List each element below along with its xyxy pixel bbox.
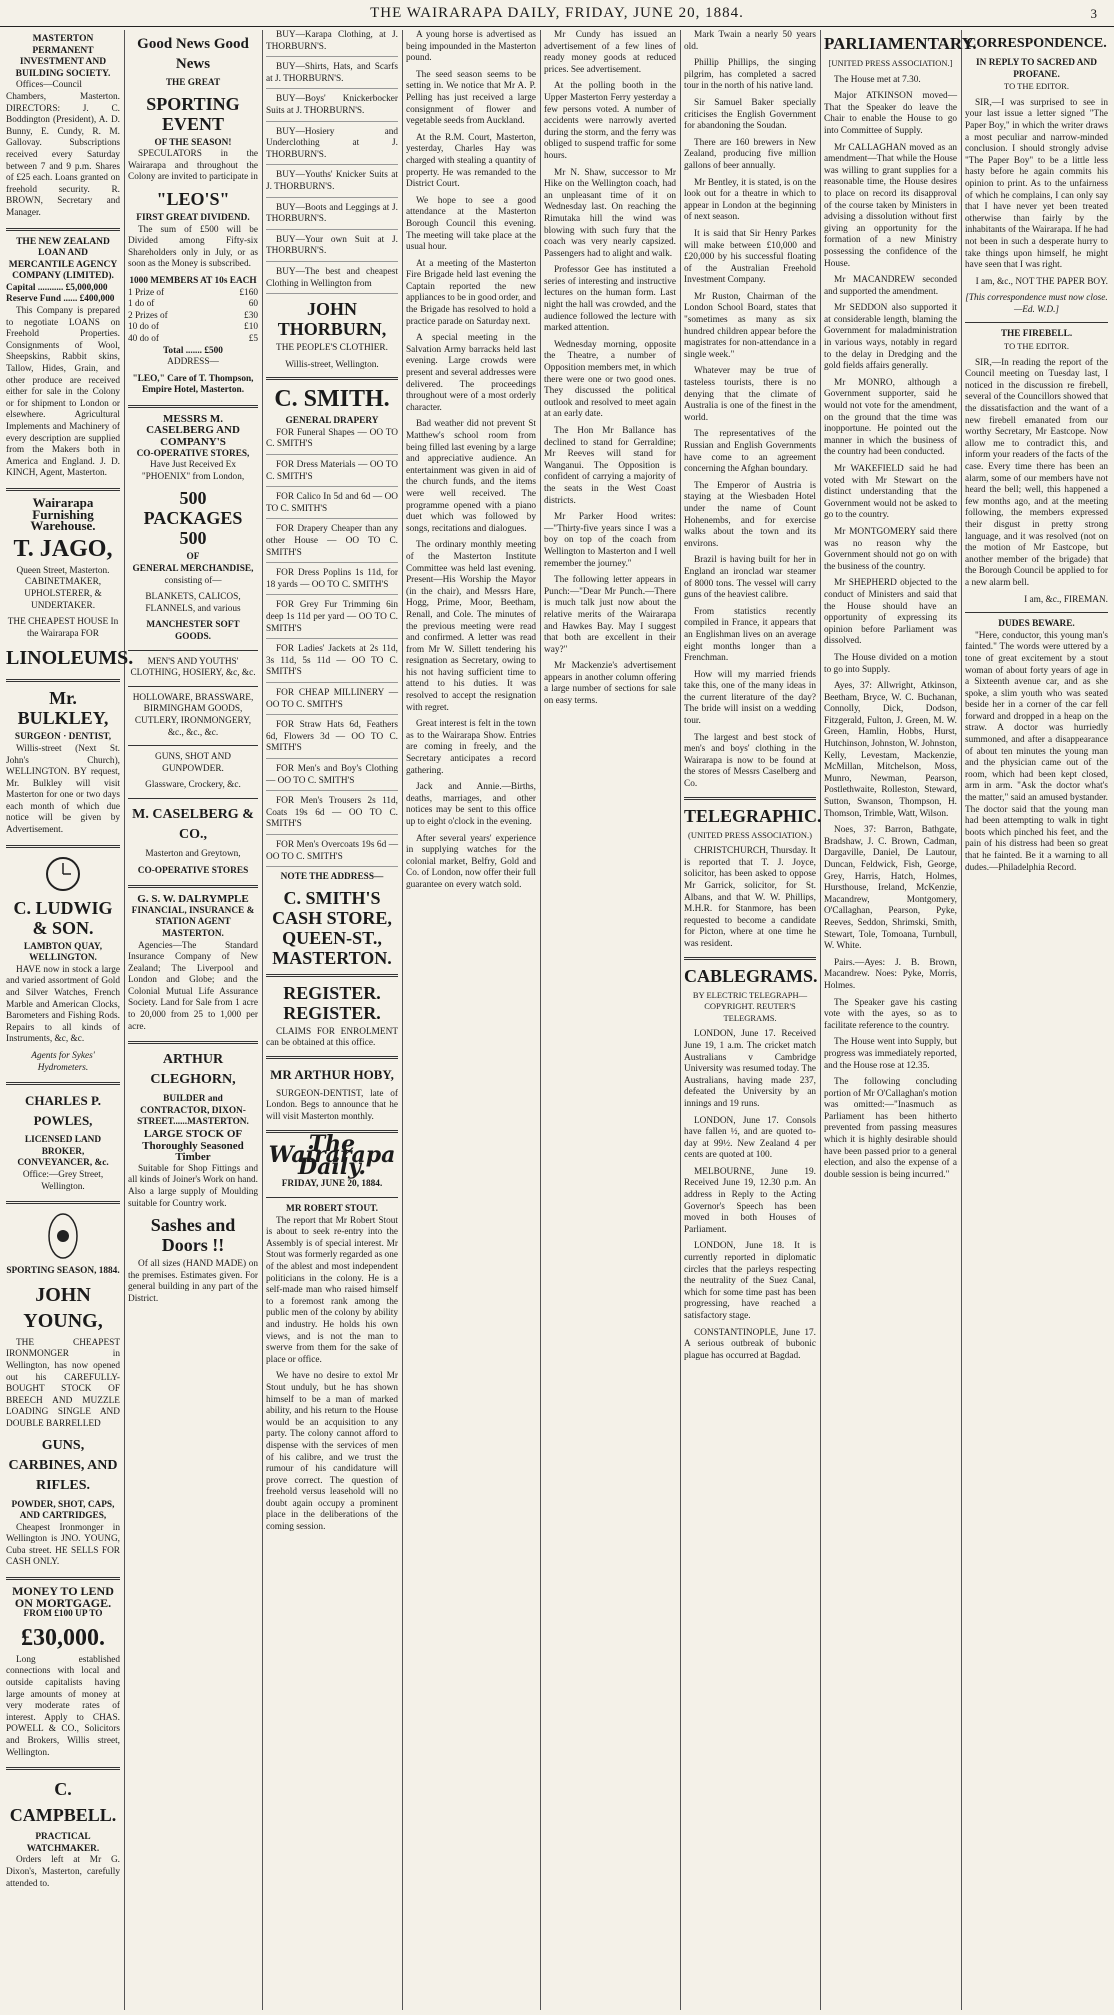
news-item: At the polling booth in the Upper Masterton Ferry yesterday a few persons voted. A number of accidents were narrowly averted during the storm, and the ferry was obliged to suspend traffic for some hours.: [544, 81, 676, 161]
ad-total: Total ....... £500: [163, 345, 223, 356]
prize-row: [128, 288, 258, 300]
news-item: Phillip Phillips, the singing pilgrim, has completed a sacred tour in the north of his native land.: [684, 58, 816, 92]
news-item: From statistics recently compiled in France, it appears that an Englishman lives on an average eight months longer than a Frenchman.: [684, 606, 816, 664]
news-item: Professor Gee has instituted a series of interesting and instructive lectures on the human form. Last night the hall was crowded, and the audience followed the lecture with marked attention.: [544, 265, 676, 334]
ad-hollowware: HOLLOWARE, BRASSWARE, BIRMINGHAM GOODS, CUTLERY, IRONMONGERY, &c., &c., &c.: [132, 692, 254, 738]
ad-title: Wairarapa Furnishing Warehouse.: [30, 494, 96, 534]
prize-amount: £160: [239, 287, 258, 298]
smith-ad-item: FOR Drapery Cheaper than any other House — OO TO C. SMITH'S: [266, 524, 398, 563]
ad-packages: 500 PACKAGES 500: [143, 488, 243, 549]
ad-end: Of all sizes (HAND MADE) on the premises. Estimates given. For general building in any part of the District.: [128, 1259, 258, 1304]
parl-item: Mr CALLAGHAN moved as an amendment—That while the House was willing to grant supplies for a reasonable time, the House desires to place on record its disapproval of the course taken by Ministers in advising a dissolution without first giving an opportunity for the formation of a new Ministry possessing the confidence of the House.: [824, 142, 957, 269]
ad-address: "LEO," Care of T. Thompson, Empire Hotel, Masterton.: [132, 373, 254, 396]
smith-ad-item: FOR Straw Hats 6d, Feathers 6d, Flowers 3d — OO TO C. SMITH'S: [266, 720, 398, 759]
news-item: We hope to see a good attendance at the Masterton Borough Council this evening. The meeting will take place at the usual hour.: [406, 195, 536, 253]
news-item: At a meeting of the Masterton Fire Brigade held last evening the Captain reported the new appliances to be in good order, and the Brigade has resolved to hold a practice parade on Saturday next.: [406, 258, 537, 327]
thorburn-ad-list: [266, 30, 398, 294]
ad-body: SPECULATORS in the Wairarapa and throughout the Colony are invited to participate in: [128, 149, 258, 183]
ad-address: LAMBTON QUAY, WELLINGTON.: [23, 941, 103, 964]
ad-body: Queen Street, Masterton. CABINETMAKER, UPHOLSTERER, & UNDERTAKER.: [16, 565, 110, 611]
thorburn-ad-item: BUY—Hosiery and Underclothing at J. THORBURN'S.: [266, 127, 398, 166]
watch-icon: [43, 854, 83, 894]
ad-body: Offices—Council Chambers, Masterton. DIRECTORS: J. C. Boddington (President), A. D. Bunny, E. Cundy, R. M. Gallovay. Subscriptions received every Saturday between 7 and 9 p.m. Shares of £25 each. Loans granted on freehold security. R. BROWN, Secretary and Manager.: [6, 80, 120, 218]
ad-body: Office:—Grey Street, Wellington.: [22, 1169, 104, 1192]
parl-item: Mr MONRO, although a Government supporter, said he would not vote for the amendment, on the ground that the time was inopportune. He pointed out the manner in which the business of the country had been conducted.: [824, 377, 957, 458]
smith-ad-item: FOR Dress Materials — OO TO C. SMITH'S: [266, 460, 398, 487]
parl-item: The House met at 7.30.: [834, 74, 921, 85]
ad-powles: [6, 1091, 120, 1193]
news-item: The representatives of the Russian and English Governments have come to an agreement concerning the Afghan boundary.: [684, 429, 816, 475]
ad-bulkley: [6, 688, 120, 836]
news-item: Sir Samuel Baker specially criticises the English Government for abandoning the Soudan.: [684, 97, 816, 132]
smith-ad-item: FOR Ladies' Jackets at 2s 11d, 3s 11d, 5s 11d — OO TO C. SMITH'S: [266, 644, 398, 683]
thorburn-ad-item: BUY—Karapa Clothing, at J. THORBURN'S.: [266, 30, 398, 57]
ad-cleghorn: [128, 1050, 258, 1305]
parl-item: Mr WAKEFIELD said he had voted with Mr Stewart on the distinct understanding that the Government would not be asked to go to the country.: [824, 464, 957, 521]
news-item: How will my married friends take this, one of the many ideas in the current literature of the day? The bride will insist on a wedding tour.: [684, 669, 816, 727]
column-rule: [820, 30, 821, 2010]
cables-title: CABLEGRAMS.: [684, 965, 818, 986]
parl-noes: Noes, 37: Barron, Bathgate, Bradshaw, J. C. Brown, Cadman, Dargaville, Daniel, De Lautour, Duncan, Feldwick, Fish, George, Grey, Harris, Hatch, Holmes, Hursthouse, Ireland, McKenzie, Macandrew, Montgomery, O'Callaghan, Pearson, Pyke, Reeves, Seddon, Shrimski, Smith, Stewart, Tole, Tomoana, Turnbull, W. White.: [824, 825, 957, 952]
ad-season: SPORTING SEASON, 1884.: [6, 1266, 120, 1277]
ad-stock: LARGE STOCK OF Thoroughly Seasoned Timber: [142, 1128, 244, 1164]
cable-item: LONDON, June 18. It is currently reported in diplomatic circles that the parleys respecting the neutrality of the Suez Canal, which for some time past has been progressing, have reached a satisfactory stage.: [684, 1241, 816, 1321]
ad-consisting: consisting of—: [164, 575, 222, 586]
ad-sashes: Sashes and Doors !!: [150, 1215, 236, 1256]
ad-name: G. S. W. DALRYMPLE: [137, 893, 249, 906]
prize-label: 2 Prizes of: [128, 310, 168, 321]
smith-address: C. SMITH'S CASH STORE, QUEEN-ST., MASTERTON.: [272, 887, 392, 968]
smith-ad-item: FOR Men's Overcoats 19s 6d — OO TO C. SMITH'S: [266, 840, 398, 867]
thorburn-ad-item: BUY—Your own Suit at J. THORBURN'S.: [266, 235, 398, 262]
ad-building-society: [6, 34, 120, 220]
news-item: Mr Parker Hood writes:—"Thirty-five years since I was a boy on top of the coach from Wellington to Masterton and I well remember the journey.": [544, 512, 676, 569]
ad-manchester: MANCHESTER SOFT GOODS.: [146, 620, 240, 642]
smith-ad-item: FOR Calico In 5d and 6d — OO TO C. SMITH'S: [266, 492, 398, 519]
column-6: [684, 30, 822, 2010]
column-rule: [680, 30, 681, 2010]
article-body: The report that Mr Robert Stout is about to seek re-entry into the Assembly is of special interest. Mr Stout was formerly regarded as one of the ablest and most independent politicians in the colony. He is a self-made man who raised himself to a foremost rank among the public men of the colony by ability and industry. He holds his own views, and is not the man to swerve from them for the sake of place or office.: [266, 1215, 398, 1365]
ad-shares: The sum of £500 will be Divided among Fifty-six Shareholders only in July, or as soon as the Money is subscribed.: [128, 224, 258, 270]
ad-title: FINANCIAL, INSURANCE & STATION AGENT MASTERTON.: [131, 905, 255, 939]
ad-cheapest: THE CHEAPEST HOUSE In the Wairarapa FOR: [7, 617, 119, 639]
telegraphic-body: CHRISTCHURCH, Thursday. It is reported that T. J. Joyce, solicitor, has been asked to oppose Mr Garrick, solicitor, for St. Albans, and that W. W. Phillips, M.H.R. for Stanmore, has been requested to become a candidate for Picton, where at one time he was resident.: [684, 846, 816, 949]
ad-body: HAVE now in stock a large and varied assortment of Gold and Silver Watches, French Marble and American Clocks, Barometers and Fishing Rods. Repairs to all kinds of Instruments, &c, &c.: [6, 964, 120, 1045]
letter-to: TO THE EDITOR.: [1004, 81, 1069, 92]
ad-title: THE NEW ZEALAND LOAN AND MERCANTILE AGENCY COMPANY (LIMITED).: [8, 236, 118, 282]
news-item: Bad weather did not prevent St Matthew's school room from being filled last evening by a large and appreciative audience. An entertainment was given in aid of the church funds, and the items were well received. The programme opened with a piano duet which was followed by songs, recitations and dialogues.: [406, 419, 536, 534]
ad-name: M. CASELBERG & CO.,: [132, 806, 254, 842]
letter-signature: I am, &c., FIREMAN.: [1024, 594, 1108, 605]
news-item: The Emperor of Austria is staying at the Wiesbaden Hotel under the name of Count Hohenembs, and for exercise walks about the town and its environs.: [684, 480, 816, 549]
prize-list: [128, 288, 258, 346]
capital-line: Capital ........... £5,000,000: [6, 282, 108, 293]
column-1: [6, 30, 134, 2010]
smith-ad-item: FOR Men's Trousers 2s 11d, Coats 19s 6d — OO TO C. SMITH'S: [266, 796, 398, 835]
ad-campbell: [6, 1776, 120, 1890]
column-rule: [402, 30, 403, 2010]
smith-ad-item: FOR Dress Poplins 1s 11d, for 18 yards — OO TO C. SMITH'S: [266, 568, 398, 595]
news-item: Whatever may be true of tasteless tourists, there is no denying that the climate of Australia is one of the finest in the world.: [684, 366, 816, 423]
ad-intro: Good News Good News: [137, 36, 249, 72]
parl-item: The House divided on a motion to go into Supply.: [824, 652, 957, 675]
parl-ayes: Ayes, 37: Allwright, Atkinson, Beetham, Bryce, W. C. Buchanan, Connolly, Dick, Dodson, Fitzgerald, Fulton, J. Green, M. W. Green, Hamlin, Hobbs, Hurst, Hutchinson, Johnston, W. Johnston, Kelly, Levestam, Mackenzie, McMillan, Mitchelson, Moss, Munro, Newman, Pearson, Postlethwaite, Rolleston, Steward, Sutton, Swanson, Thompson, H. Thomson, Trimble, Watt, Wilson.: [824, 681, 958, 819]
prize-label: 40 do of: [128, 333, 159, 344]
article-title: DUDES BEWARE.: [998, 619, 1075, 630]
parl-item: Major ATKINSON moved—That the Speaker do leave the Chair to enable the House to go into Committee of Supply.: [824, 91, 957, 136]
ad-name: C. CAMPBELL.: [9, 1779, 117, 1826]
parliamentary-title: PARLIAMENTARY.: [824, 34, 977, 53]
ad-loan-agency: [6, 237, 120, 480]
news-item: The following letter appears in Punch:—"Dear Mr Punch.—There is much talk just now about the relative merits of the Wairarapa and Hawkes Bay. May I suggest that both are excellent in their way?": [544, 575, 676, 655]
news-item: Brazil is having built for her in England an ironclad war steamer of 8000 tons. The vessel will carry guns of the heaviest calibre.: [684, 555, 816, 601]
ad-body: Long established connections with local and outside capitalists having large amounts of money at very moderate rates of interest. Apply to CHAS. POWELL & CO., Solicitors and Brokers, Willis street, Wellington.: [6, 1654, 120, 1758]
paper-date: FRIDAY, JUNE 20, 1884.: [281, 1179, 383, 1190]
thorburn-ad-item: BUY—The best and cheapest Clothing in Wellington from: [266, 267, 398, 294]
letter-signature: I am, &c., NOT THE PAPER BOY.: [975, 276, 1108, 287]
ad-clothing: MEN'S AND YOUTHS' CLOTHING, HOSIERY, &c, &c.: [130, 656, 256, 679]
prize-amount: £30: [244, 310, 258, 321]
ad-body: Agencies—The Standard Insurance Company of New Zealand; The Liverpool and London and Globe; and the Colonial Mutual Life Assurance Society. Land for Sale from 1 acre to 20,000 from 25 to 1,000 per acre.: [128, 940, 258, 1032]
ad-body: This Company is prepared to negotiate LOANS on Freehold Properties. Consignments of Wool, Sheepskins, Rabbit skins, Tallow, Hides, Grain, and other produce are received either for sale in the Colony or for shipment to London or elsewhere. Agricultural Implements and Machinery of every description are supplied from the Makers both in America and England. J. D. KINCH, Agent, Masterton.: [6, 306, 120, 479]
ad-body: THE CHEAPEST IRONMONGER in Wellington, has now opened out his CAREFULLY-BOUGHT STOCK OF BREECH AND MUZZLE LOADING SINGLE AND DOUBLE BARRELLED: [6, 1337, 120, 1429]
letter-body: SIR,—In reading the report of the Council meeting on Tuesday last, I noticed in the discussion re firebell, several of the Councillors showed that the dissatisfaction and the want of a new firebell emanated from our worthy Secretary, Mr Eastcope. Now allow me to contradict this, and inform your readers of the facts of the case. Every time there has been an alarm, some of our members have not heard the bell; well, this happened a few months ago, and at the meeting following, the members expressed their disgust in pretty strong language, and it was resolved (not on the motion of Mr Eastcope, but another member of the brigade) that the Borough Council be applied to for a new alarm bell.: [965, 357, 1108, 588]
news-item: At the R.M. Court, Masterton, yesterday, Charles Hay was charged with stealing a quantity of property. He was remanded to the District Court.: [406, 132, 536, 190]
parl-item: Mr SHEPHERD objected to the conduct of Ministers and said that the House should have an opportunity of expressing its opinion before Parliament was dissolved.: [824, 578, 957, 647]
thorburn-ad-item: BUY—Boots and Leggings at J. THORBURN'S.: [266, 203, 398, 230]
correspondence-title: CORRESPONDENCE.: [966, 36, 1107, 51]
cables-source: BY ELECTRIC TELEGRAPH—COPYRIGHT. REUTER'S TELEGRAMS.: [692, 989, 808, 1023]
news-item: Mr Ruston, Chairman of the London School Board, states that "sometimes as many as six hundred children appear before the magistrates for non-attendance in a single week.": [684, 291, 816, 360]
ad-body: Willis-street (Next St. John's Church), WELLINGTON. BY request, Mr. Bulkley will visit Masterton for one or two days each month of which due notice will be given by Advertisement.: [6, 743, 120, 836]
column-7: [824, 30, 977, 2010]
ad-title: BUILDER and CONTRACTOR, DIXON-STREET......MASTERTON.: [137, 1094, 249, 1128]
ad-name: Mr. BULKLEY,: [17, 688, 109, 729]
ad-name: T. JAGO,: [13, 535, 113, 562]
ad-name: JOHN YOUNG,: [23, 1283, 103, 1332]
news-item: The ordinary monthly meeting of the Masterton Institute Committee was held last evening. Present—His Worship the Mayor (in the chair), and Messrs Hare, Hogg, Prime, Moor, Beetham, Renall, and Cole. The minutes of the previous meeting were read and confirmed. A letter was read from Mr W. Sillett tendering his resignation as Secretary, owing to his not having sufficient time to attend to his duties. It was resolved to accept the resignation with regret.: [406, 540, 536, 713]
column-rule: [540, 30, 541, 2010]
thorburn-ad-item: BUY—Shirts, Hats, and Scarfs at J. THORBURN'S.: [266, 62, 398, 89]
news-item: The seed season seems to be setting in. We notice that Mr A. P. Pelling has just received a large consignment of flower and vegetable seeds from Auckland.: [406, 69, 536, 127]
news-item: Mr Bentley, it is stated, is on the look out for a theatre in which to appear in London at the beginning of next season.: [684, 177, 816, 223]
parl-pairs: Pairs.—Ayes: J. B. Brown, Macandrew. Noes: Pyke, Morris, Holmes.: [824, 957, 957, 991]
ad-agent: Agents for Sykes' Hydrometers.: [31, 1051, 95, 1073]
ad-powder: POWDER, SHOT, CAPS, AND CARTRIDGES,: [11, 1499, 115, 1522]
ad-name: CHARLES P. POWLES,: [24, 1093, 102, 1129]
smith-ad-item: FOR Funeral Shapes — OO TO C. SMITH'S: [266, 428, 398, 455]
telegraphic-source: (UNITED PRESS ASSOCIATION.): [688, 829, 812, 840]
ad-title: MESSRS M. CASELBERG AND COMPANY'S: [146, 412, 240, 449]
prize-row: [128, 299, 258, 311]
parl-item: Mr MACANDREW seconded and supported the amendment.: [824, 275, 957, 297]
ad-body: Orders left at Mr G. Dixon's, Masterton, carefully attended to.: [6, 1855, 120, 1889]
ad-dividend: FIRST GREAT DIVIDEND.: [136, 212, 250, 223]
editor-note: [This correspondence must now close.—Ed. W.D.]: [965, 293, 1108, 315]
smith-ad-item: FOR Grey Fur Trimming 6in deep 1s 11d per yard — OO TO C. SMITH'S: [266, 600, 398, 639]
smith-title: C. SMITH.: [274, 386, 390, 413]
news-item: After several years' experience in supplying watches for the colonial market, Belfry, Gold and Co. of London, now offer their full guarantee on every watch sold.: [406, 833, 536, 890]
prize-row: [128, 334, 258, 346]
ad-great: THE GREAT: [165, 78, 221, 88]
cable-item: LONDON, June 17. Consols have fallen ½, and are quoted to-day at 99½. New Zealand 4 per cents are quoted at 100.: [684, 1115, 816, 1161]
ad-name: ARTHUR CLEGHORN,: [150, 1052, 236, 1088]
parliamentary-source: [UNITED PRESS ASSOCIATION.]: [828, 58, 953, 68]
ad-sub2: Masterton and Greytown,: [145, 848, 241, 859]
ad-total: £30,000.: [21, 1624, 105, 1651]
ad-sub: THE PEOPLE'S CLOTHIER.: [276, 343, 388, 354]
cable-item: LONDON, June 17. Received June 19, 1 a.m. The cricket match Australians v Cambridge University was resumed today. The Australians, having made 237, defeated the University by an innings and 19 runs.: [684, 1029, 816, 1109]
ad-ludwig: [6, 854, 120, 1075]
masthead: [0, 0, 1114, 27]
ad-dalrymple: [128, 894, 258, 1033]
ad-title: MONEY TO LEND ON MORTGAGE.: [12, 1584, 114, 1610]
ad-goods: BLANKETS, CALICOS, FLANNELS, and various: [145, 592, 241, 614]
article-body: "Here, conductor, this young man's fainted." The words were uttered by a tone of great excitement by a stout woman of about forty years of age in a Sixteenth avenue car, and as she spoke, a slim youth who was seated beside her in a corner of the car fell forward and dropped in a heap on the straw. A doctor was hurriedly summoned, and after a disappearance of about ten minutes the young man and the physician came out of the room, which had been kept closed, arm in arm. "Ask the doctor what's the matter," said an amused bystander. The doctor said that the young man had been attempting to walk in tight boots which pinched his feet, and the pain of his distress had been so great that he fainted. Be it a warning to all dudes.—Philadelphia Record.: [965, 630, 1108, 873]
letter-heading: IN REPLY TO SACRED AND PROFANE.: [976, 58, 1097, 80]
ad-young: [6, 1210, 120, 1569]
prize-label: 1 do of: [128, 299, 155, 310]
prize-amount: 60: [248, 299, 258, 310]
ad-ex: Have Just Received Ex "PHOENIX" from London,: [141, 460, 245, 482]
news-item: There are 160 brewers in New Zealand, producing five million gallons of beer annually.: [684, 137, 816, 171]
cable-item: MELBOURNE, June 19. Received June 19, 12.30 p.m. An address in Reply to the Acting Governor's Speech has been moved in both Houses of Parliament.: [684, 1166, 816, 1235]
ad-body: Suitable for Shop Fittings and all kinds of Joiner's Work on hand. Also a large supply of Moulding suitable for Country work.: [128, 1163, 258, 1209]
article-body: We have no desire to extol Mr Stout unduly, but he has shown himself to be a man of marked ability, and his return to the House would be an acquisition to any party. The colony cannot afford to dispense with the services of men of his calibre, and we trust the rumour of his candidature will prove correct. The question of freehold versus leasehold will no doubt again occupy a prominent place in the deliberations of the coming session.: [266, 1371, 398, 1533]
ad-product: LINOLEUMS.: [6, 647, 134, 670]
letter-heading: THE FIREBELL.: [1000, 329, 1073, 340]
telegraphic-title: TELEGRAPHIC.: [684, 805, 822, 826]
prize-label: 10 do of: [128, 322, 159, 333]
ad-name: JOHN THORBURN,: [277, 299, 387, 340]
ad-title: LICENSED LAND BROKER, CONVEYANCER, &c.: [17, 1135, 109, 1169]
smith-ad-item: FOR CHEAP MILLINERY — OO TO C. SMITH'S: [266, 688, 398, 715]
prize-row: [128, 322, 258, 334]
letter-body: SIR,—I was surprised to see in your last issue a letter signed "The Paper Boy," in which the writer draws a most peculiar and narrow-minded conclusion. I should strongly advise "The Paper Boy" to be a little less hasty before he again commits his opinion to print. As to the unfairness of which he complains, I can only say that I have never yet been treated otherwise than fairly by the inhabitants of the Wairarapa. If he had not been in such a desperate hurry to take things upon himself, he might have seen that I was right.: [965, 97, 1108, 271]
parl-item: The House went into Supply, but progress was immediately reported, and the House rose at 12.35.: [824, 1037, 957, 1071]
news-item: The Hon Mr Ballance has declined to stand for Gerraldine; Mr Reeves will stand for Wanganui. The Opposition is confident of carrying a majority of the seats in the West Coast districts.: [544, 426, 676, 506]
reserve-line: Reserve Fund ...... £400,000: [6, 294, 115, 305]
column-rule: [124, 30, 125, 2010]
column-2: [128, 30, 258, 2010]
hoby-title: MR ARTHUR HOBY,: [270, 1066, 394, 1082]
prize-row: [128, 311, 258, 323]
ad-furnishing: [6, 494, 134, 671]
column-rule: [961, 30, 962, 2010]
ad-glass: Glassware, Crockery, &c.: [145, 780, 241, 791]
cable-item: CONSTANTINOPLE, June 17. A serious outbreak of bubonic plague has occurred at Bagdad.: [684, 1327, 816, 1361]
parl-item: Mr MONTGOMERY said there was no reason why the Government should not go on with the business of the country.: [824, 526, 957, 572]
ad-leos: "LEO'S": [156, 188, 230, 209]
news-item: Mr Cundy has issued an advertisement of a few lines of ready money goods at reduced prices. See advertisement.: [544, 30, 676, 75]
register-body: CLAIMS FOR ENROLMENT can be obtained at this office.: [266, 1026, 398, 1049]
parl-item: Mr SEDDON also supported it at considerable length, blaming the Government for maladministration in various ways, notably in regard to the delay in Dredging and the gold fields affairs generally.: [824, 303, 957, 372]
register-title: REGISTER. REGISTER.: [283, 982, 381, 1023]
ad-title: MASTERTON PERMANENT INVESTMENT AND BUILDING SOCIETY.: [15, 34, 111, 79]
ad-footer: Cheapest Ironmonger in Wellington is JNO. YOUNG, Cuba street. HE SELLS FOR CASH ONLY.: [6, 1522, 120, 1568]
news-item: Mr Mackenzie's advertisement appears in another column offering a large number of sections for sale on easy terms.: [544, 661, 676, 707]
ad-event: SPORTING EVENT: [146, 93, 240, 134]
hoby-body: SURGEON-DENTIST, late of London. Begs to announce that he will visit Masterton monthly.: [266, 1088, 398, 1123]
parl-item: The following concluding portion of Mr O'Callaghan's motion was omitted:—"Inasmuch as Parliament has been hitherto prevented from passing measures which it is highly desirable should have been passed prior to a general election, and also the expense of a double session is being incurred.": [824, 1077, 957, 1180]
thorburn-ad-item: BUY—Youths' Knicker Suits at J. THORBURN'S.: [266, 170, 398, 197]
column-4: [406, 30, 536, 2010]
news-item: The largest and best stock of men's and boys' clothing in the Wairarapa is now to be found at the stores of Messrs Caselberg and Co.: [684, 732, 816, 790]
parl-item: The Speaker gave his casting vote with the ayes, so as to facilitate reference to the country.: [824, 997, 957, 1031]
ad-title: PRACTICAL WATCHMAKER.: [26, 1832, 100, 1854]
ad-money: [6, 1586, 120, 1759]
ad-stores: CO-OPERATIVE STORES: [137, 865, 249, 876]
news-item: A young horse is advertised as being impounded in the Masterton pound.: [406, 30, 536, 64]
medal-icon: [45, 1210, 81, 1262]
column-5: [544, 30, 676, 2010]
smith-sub: GENERAL DRAPERY: [285, 416, 379, 427]
news-item: Wednesday morning, opposite the Theatre, a number of Opposition members met, in which there were one or two good ones. They discussed the political outlook and resolved to meet again at an early date.: [544, 339, 676, 420]
paper-title: The Wairarapa Daily.: [268, 1130, 396, 1180]
news-item: Great interest is felt in the town as to the Wairarapa Show. Entries are coming in freely, and the Secretary anticipates a record gathering.: [406, 719, 536, 776]
page-number: 3: [1090, 6, 1098, 21]
column-8: [965, 30, 1108, 2010]
ad-sub: CO-OPERATIVE STORES,: [136, 448, 250, 459]
ad-name: C. LUDWIG & SON.: [13, 897, 113, 938]
news-item: Jack and Annie.—Births, deaths, marriages, and other notices may be sent to this office up to eight o'clock in the evening.: [406, 782, 536, 827]
ad-guns: GUNS, CARBINES, AND RIFLES.: [8, 1437, 118, 1493]
news-item: A special meeting in the Salvation Army barracks held last evening. Large crowds were present and several addresses were delivered. The proceedings throughout were of a most orderly character.: [406, 333, 536, 413]
ad-of: OF: [186, 552, 200, 563]
news-item: Mark Twain a nearly 50 years old.: [684, 30, 816, 52]
ad-leo: [128, 34, 258, 397]
ad-members: 1000 MEMBERS AT 10s EACH: [129, 275, 257, 286]
ad-addr: Willis-street, Wellington.: [285, 359, 379, 370]
masthead-title: THE WAIRARAPA DAILY, FRIDAY, JUNE 20, 1884.: [370, 4, 744, 21]
ad-season: OF THE SEASON!: [154, 137, 232, 148]
ad-title: SURGEON · DENTIST,: [14, 732, 112, 743]
news-item: Mr N. Shaw, successor to Mr Hike on the Wellington coach, had an unpleasant time of it on Wednesday last. On reaching the Rimutaka hill the wind was blowing with such fury that the coach was very nearly capsized. Passengers had to alight and walk.: [544, 167, 676, 259]
ad-general: GENERAL MERCHANDISE,: [132, 564, 254, 575]
prize-amount: £10: [244, 322, 258, 333]
smith-note: NOTE THE ADDRESS—: [280, 872, 384, 883]
prize-label: 1 Prize of: [128, 287, 165, 298]
column-3: [266, 30, 398, 2010]
prize-amount: £5: [248, 333, 258, 344]
news-item: It is said that Sir Henry Parkes will make between £10,000 and £20,000 by his successful floating of the Australian Freehold Investment Company.: [684, 228, 816, 286]
letter-to: TO THE EDITOR.: [1004, 341, 1069, 352]
ad-amount: FROM £100 UP TO: [23, 1609, 103, 1620]
ad-address-label: ADDRESS—: [167, 357, 219, 368]
smith-ad-item: FOR Men's and Boy's Clothing — OO TO C. SMITH'S: [266, 764, 398, 791]
ad-guns: GUNS, SHOT AND GUNPOWDER.: [154, 752, 232, 774]
smith-ad-list: [266, 428, 398, 867]
column-rule: [262, 30, 263, 2010]
ad-caselberg: [128, 414, 258, 877]
thorburn-ad-item: BUY—Boys' Knickerbocker Suits at J. THORBURN'S.: [266, 94, 398, 121]
article-title: MR ROBERT STOUT.: [286, 1204, 378, 1215]
